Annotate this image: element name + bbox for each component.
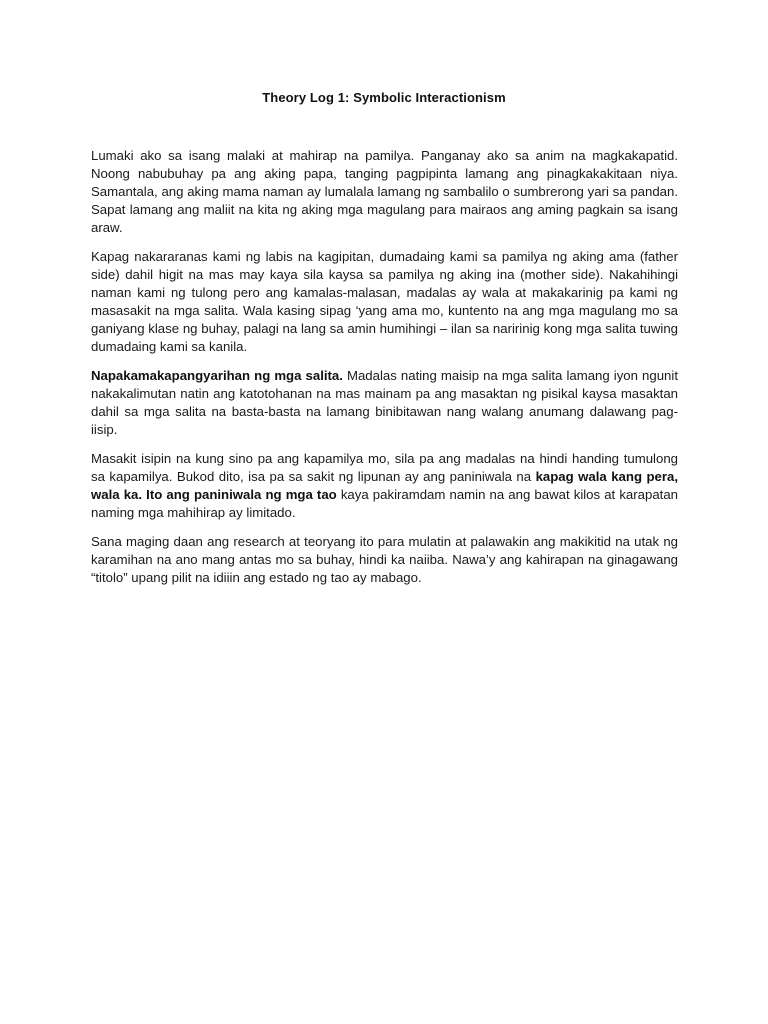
paragraph-3-text: Madalas nating maisip na mga salita lamang iyon ngunit nakakalimutan natin ang katotohanan na mas mainam pa ang masaktan ng pisikal kaysa masaktan dahil sa mga salita na basta-basta na lamang binibitawan nang walang anumang dalawang pag-iisip. bbox=[91, 368, 678, 437]
paragraph-2 bbox=[91, 248, 678, 356]
paragraph-4 bbox=[91, 450, 678, 522]
paragraph-5-text: Sana maging daan ang research at teoryang ito para mulatin at palawakin ang makikitid na utak ng karamihan na ano mang antas mo sa buhay, hindi ka naiiba. Nawa’y ang kahirapan na ginagawang “titolo” upang pilit na idiiin ang estado ng tao ay mabago. bbox=[91, 534, 678, 585]
document-body bbox=[91, 147, 678, 598]
paragraph-1-text: Lumaki ako sa isang malaki at mahirap na pamilya. Panganay ako sa anim na magkakapatid. Noong nabubuhay pa ang aking papa, tanging pagpipinta lamang ang pinagkakakitaan niya. Samantala, ang aking mama naman ay lumalala lamang ng sambalilo o sumbrerong yari sa pandan. Sapat lamang ang maliit na kita ng aking mga magulang para mairaos ang aming pagkain sa isang araw. bbox=[91, 148, 678, 235]
paragraph-2-text: Kapag nakararanas kami ng labis na kagipitan, dumadaing kami sa pamilya ng aking ama (father side) dahil higit na mas may kaya sila kaysa sa pamilya ng aking ina (mother side). Nakahihingi naman kami ng tulong pero ang kamalas-malasan, madalas ay wala at makakarinig pa kami ng masasakit na mga salita. Wala kasing sipag ‘yang ama mo, kuntento na ang mga magulang mo sa ganiyang klase ng buhay, palagi na lang sa amin humihingi – ilan sa naririnig kong mga salita tuwing dumadaing kami sa kanila. bbox=[91, 249, 678, 354]
paragraph-1 bbox=[91, 147, 678, 237]
document-title: Theory Log 1: Symbolic Interactionism bbox=[262, 90, 506, 105]
paragraph-4-text-end: kaya pakiramdam namin na ang bawat kilos at karapatan naming mga mahihirap ay limitado. bbox=[91, 487, 678, 520]
paragraph-3-bold-lead: Napakamakapangyarihan ng mga salita. bbox=[91, 368, 343, 383]
paragraph-4-bold-phrase: kapag wala kang pera, wala ka. Ito ang paniniwala ng mga tao bbox=[91, 469, 678, 502]
paragraph-5 bbox=[91, 533, 678, 587]
paragraph-3 bbox=[91, 367, 678, 439]
paragraph-4-text-start: Masakit isipin na kung sino pa ang kapamilya mo, sila pa ang madalas na hindi handing tumulong sa kapamilya. Bukod dito, isa pa sa sakit ng lipunan ay ang paniniwala na bbox=[91, 451, 678, 484]
